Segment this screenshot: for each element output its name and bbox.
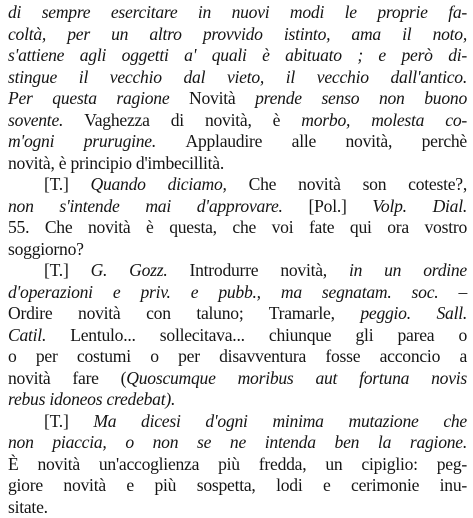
roman-text: o per costumi o per disavventura fosse acconcio a bbox=[8, 346, 467, 366]
italic-text: sovente. bbox=[8, 110, 84, 130]
text-line bbox=[8, 88, 467, 110]
text-line bbox=[8, 196, 467, 218]
italic-text: coltà, per un altro provvido istinto, ama il noto, bbox=[8, 24, 467, 44]
roman-text: Lentulo... sollecitava... chiunque gli parea o bbox=[70, 325, 467, 345]
roman-text: soggiorno? bbox=[8, 239, 84, 259]
roman-text: [Pol.] bbox=[309, 196, 373, 216]
roman-text: giore novità e più sospetta, lodi e cerimonie inu- bbox=[8, 475, 467, 495]
roman-text: sitate. bbox=[8, 497, 48, 517]
italic-text: non s'intende mai d'approvare. bbox=[8, 196, 309, 216]
italic-text: stingue il vecchio dal vieto, il vecchio dall'antico. bbox=[8, 67, 467, 87]
italic-text: non piaccia, o non se ne intenda ben la ragione. bbox=[8, 432, 467, 452]
italic-text: d'operazioni e priv. e pubb., ma segnatam. soc. bbox=[8, 282, 458, 302]
italic-text: peggio. Sall. bbox=[360, 303, 467, 323]
roman-text: Introdurre novità, bbox=[190, 260, 349, 280]
italic-text: m'ogni prurugine. bbox=[8, 131, 186, 151]
text-line bbox=[8, 389, 467, 411]
italic-text: in un ordine bbox=[349, 260, 467, 280]
text-line bbox=[8, 475, 467, 497]
italic-text: Quoscumque moribus aut fortuna novis bbox=[126, 368, 467, 388]
italic-text: s'attiene agli oggetti a' quali è abituato ; e però di- bbox=[8, 45, 467, 65]
text-line bbox=[8, 2, 467, 24]
roman-text: Vaghezza di novità, è bbox=[84, 110, 301, 130]
italic-text: Quando diciamo, bbox=[91, 174, 249, 194]
text-line bbox=[8, 325, 467, 347]
roman-text: novità, è principio d'imbecillità. bbox=[8, 153, 224, 173]
italic-text: G. Gozz. bbox=[91, 260, 190, 280]
text-line bbox=[8, 131, 467, 153]
roman-text: Ordire novità con taluno; Tramarle, bbox=[8, 303, 360, 323]
italic-text: Ma dicesi d'ogni minima mutazione che bbox=[93, 411, 467, 431]
text-line bbox=[8, 260, 467, 282]
text-line bbox=[8, 411, 467, 433]
italic-text: rebus idoneos credebat). bbox=[8, 389, 175, 409]
text-line bbox=[8, 153, 467, 175]
text-line bbox=[8, 454, 467, 476]
roman-text: Applaudire alle novità, perchè bbox=[186, 131, 468, 151]
roman-text: Novità bbox=[189, 88, 255, 108]
roman-text: – bbox=[458, 282, 467, 302]
text-line bbox=[8, 239, 467, 261]
roman-text: [T.] bbox=[44, 174, 91, 194]
italic-text: Volp. Dial. bbox=[372, 196, 467, 216]
italic-text: Catil. bbox=[8, 325, 70, 345]
text-line bbox=[8, 303, 467, 325]
text-line bbox=[8, 24, 467, 46]
text-line bbox=[8, 217, 467, 239]
roman-text: novità fare ( bbox=[8, 368, 126, 388]
text-line bbox=[8, 432, 467, 454]
text-line bbox=[8, 45, 467, 67]
roman-text: È novità un'accoglienza più fredda, un cipiglio: peg- bbox=[8, 454, 467, 474]
roman-text: 55. Che novità è questa, che voi fate qui ora vostro bbox=[8, 217, 467, 237]
text-line bbox=[8, 346, 467, 368]
text-line bbox=[8, 282, 467, 304]
roman-text: [T.] bbox=[44, 260, 91, 280]
text-line bbox=[8, 368, 467, 390]
italic-text: morbo, molesta co- bbox=[301, 110, 467, 130]
italic-text: di sempre esercitare in nuovi modi le proprie fa- bbox=[8, 2, 467, 22]
italic-text: Per questa ragione bbox=[8, 88, 189, 108]
text-line bbox=[8, 67, 467, 89]
roman-text: Che novità son coteste?, bbox=[249, 174, 467, 194]
roman-text: [T.] bbox=[44, 411, 93, 431]
text-line bbox=[8, 174, 467, 196]
italic-text: prende senso non buono bbox=[255, 88, 467, 108]
text-line bbox=[8, 110, 467, 132]
